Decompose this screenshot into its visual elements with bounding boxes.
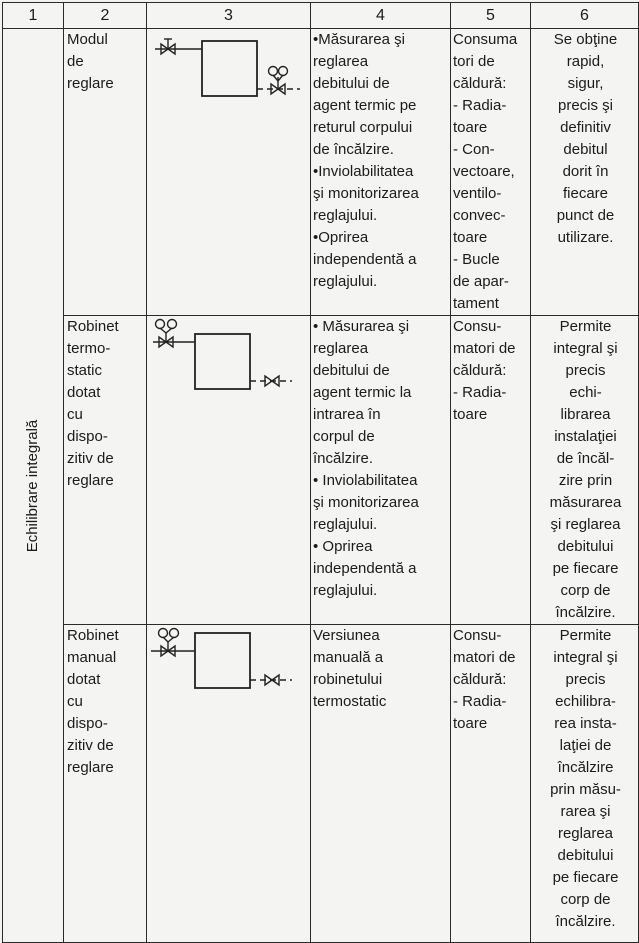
text-line: Robinet [67,627,119,644]
device-cell [64,29,147,316]
text-line: debitul [563,141,608,158]
text-line: - Con- [453,141,495,158]
text-line: zitiv de [67,450,114,467]
table-row [3,29,639,316]
text-line: de încăl- [556,450,615,467]
text-line: rapid, [566,53,605,70]
column-header-4: 4 [311,3,451,29]
text-line: • Inviolabilitatea [313,472,418,489]
benefits-cell [531,625,639,943]
device-cell [64,316,147,625]
text-line: reglare [67,759,114,776]
text-line: integral şi [553,340,618,357]
text-line: zitiv de [67,737,114,754]
text-line: laţiei de [559,737,612,754]
text-line: măsurarea [549,494,622,511]
text-line: debitului de [313,362,390,379]
text-line: cu [67,406,83,423]
text-line: încălzire. [555,604,616,621]
text-line: •Oprirea [313,229,369,246]
text-line: manual [67,649,117,666]
text-line: librarea [560,406,611,423]
text-line: dotat [67,671,101,688]
text-line: încălzire. [313,450,374,467]
text-line: pe fiecare [552,869,619,886]
text-line: şi reglarea [550,516,621,533]
text-line: - Radia- [453,693,507,710]
text-line: şi monitorizarea [313,185,419,202]
text-line: precis [565,671,606,688]
text-line: rea insta- [554,715,617,732]
text-line: Permite [559,627,612,644]
text-line: pe fiecare [552,560,619,577]
text-line: tament [453,295,499,312]
equipment-table [2,2,639,943]
text-line: agent termic pe [313,97,417,114]
text-line: echilibra- [555,693,616,710]
text-line: căldură: [453,362,507,379]
text-line: ventilo- [453,185,502,202]
function-cell [311,316,451,625]
text-line: prin măsu- [550,781,621,798]
text-line: matori de [453,340,516,357]
text-line: integral şi [553,649,618,666]
text-line: de apar- [453,273,509,290]
text-line: toare [453,229,488,246]
text-line: independentă a [313,251,417,268]
robinet-manual-diagram [147,625,310,745]
device-cell [64,625,147,943]
text-line: reglajului. [313,273,378,290]
text-line: corp de [560,582,611,599]
text-line: intrarea în [313,406,381,423]
text-line: reglarea [313,340,369,357]
text-line: reglajului. [313,207,378,224]
text-line: definitiv [560,119,611,136]
text-line: matori de [453,649,516,666]
text-line: debitului [557,847,614,864]
text-line: Consu- [453,318,502,335]
text-line: toare [453,119,488,136]
text-line: tori de [453,53,495,70]
text-line: reglajului. [313,582,378,599]
row-label-cell [3,29,64,943]
text-line: reglare [67,472,114,489]
text-line: termostatic [313,693,387,710]
text-line: corp de [560,891,611,908]
text-line: căldură: [453,671,507,688]
text-line: căldură: [453,75,507,92]
text-line: încălzire. [555,913,616,930]
text-line: sigur, [567,75,604,92]
text-line: de [67,53,84,70]
column-header-2: 2 [64,3,147,29]
text-line: instalaţiei [554,428,617,445]
text-line: Modul [67,31,108,48]
text-line: dorit în [562,163,609,180]
text-line: toare [453,715,488,732]
text-line: cu [67,693,83,710]
consumers-cell [451,316,531,625]
benefits-cell [531,316,639,625]
text-line: de încălzire. [313,141,394,158]
text-line: termo- [67,340,111,357]
text-line: Consu- [453,627,502,644]
text-line: zire prin [558,472,613,489]
text-line: robinetului [313,671,383,688]
benefits-cell [531,29,639,316]
text-line: precis [565,362,606,379]
schematic-cell [147,625,311,943]
text-line: •Inviolabilitatea [313,163,414,180]
robinet-termostatic-diagram [147,316,310,436]
text-line: convec- [453,207,506,224]
text-line: şi monitorizarea [313,494,419,511]
text-line: dotat [67,384,101,401]
text-line: dispo- [67,715,108,732]
text-line: încălzire [557,759,614,776]
text-line: vectoare, [453,163,515,180]
text-line: •Măsurarea şi [313,31,405,48]
text-line: independentă a [313,560,417,577]
consumers-cell [451,625,531,943]
text-line: - Radia- [453,384,507,401]
text-line: utilizare. [557,229,614,246]
column-header-5: 5 [451,3,531,29]
text-line: Robinet [67,318,119,335]
text-line: debitului de [313,75,390,92]
text-line: reglarea [557,825,614,842]
function-cell [311,625,451,943]
text-line: reglajului. [313,516,378,533]
column-header-6: 6 [531,3,639,29]
text-line: - Radia- [453,97,507,114]
text-line: corpul de [313,428,375,445]
text-line: agent termic la [313,384,412,401]
table-row [3,625,639,943]
text-line: Versiunea [313,627,380,644]
schematic-cell [147,29,311,316]
text-line: static [67,362,103,379]
text-line: reglare [67,75,114,92]
text-line: rarea şi [560,803,611,820]
schematic-cell [147,316,311,625]
header-row [3,3,639,29]
table-row [3,316,639,625]
text-line: punct de [556,207,615,224]
text-line: toare [453,406,488,423]
text-line: - Bucle [453,251,500,268]
consumers-cell [451,29,531,316]
text-line: dispo- [67,428,108,445]
text-line: returul corpului [313,119,413,136]
modul-de-reglare-diagram [147,29,310,149]
text-line: fiecare [562,185,609,202]
row-label: Echilibrare integrală [24,419,41,552]
text-line: • Oprirea [313,538,373,555]
text-line: • Măsurarea şi [313,318,410,335]
column-header-1: 1 [3,3,64,29]
text-line: Permite [559,318,612,335]
text-line: debitului [557,538,614,555]
text-line: precis şi [557,97,613,114]
function-cell [311,29,451,316]
text-line: Se obţine [553,31,618,48]
text-line: reglarea [313,53,369,70]
text-line: echi- [569,384,602,401]
text-line: Consuma [453,31,518,48]
text-line: manuală a [313,649,384,666]
column-header-3: 3 [147,3,311,29]
